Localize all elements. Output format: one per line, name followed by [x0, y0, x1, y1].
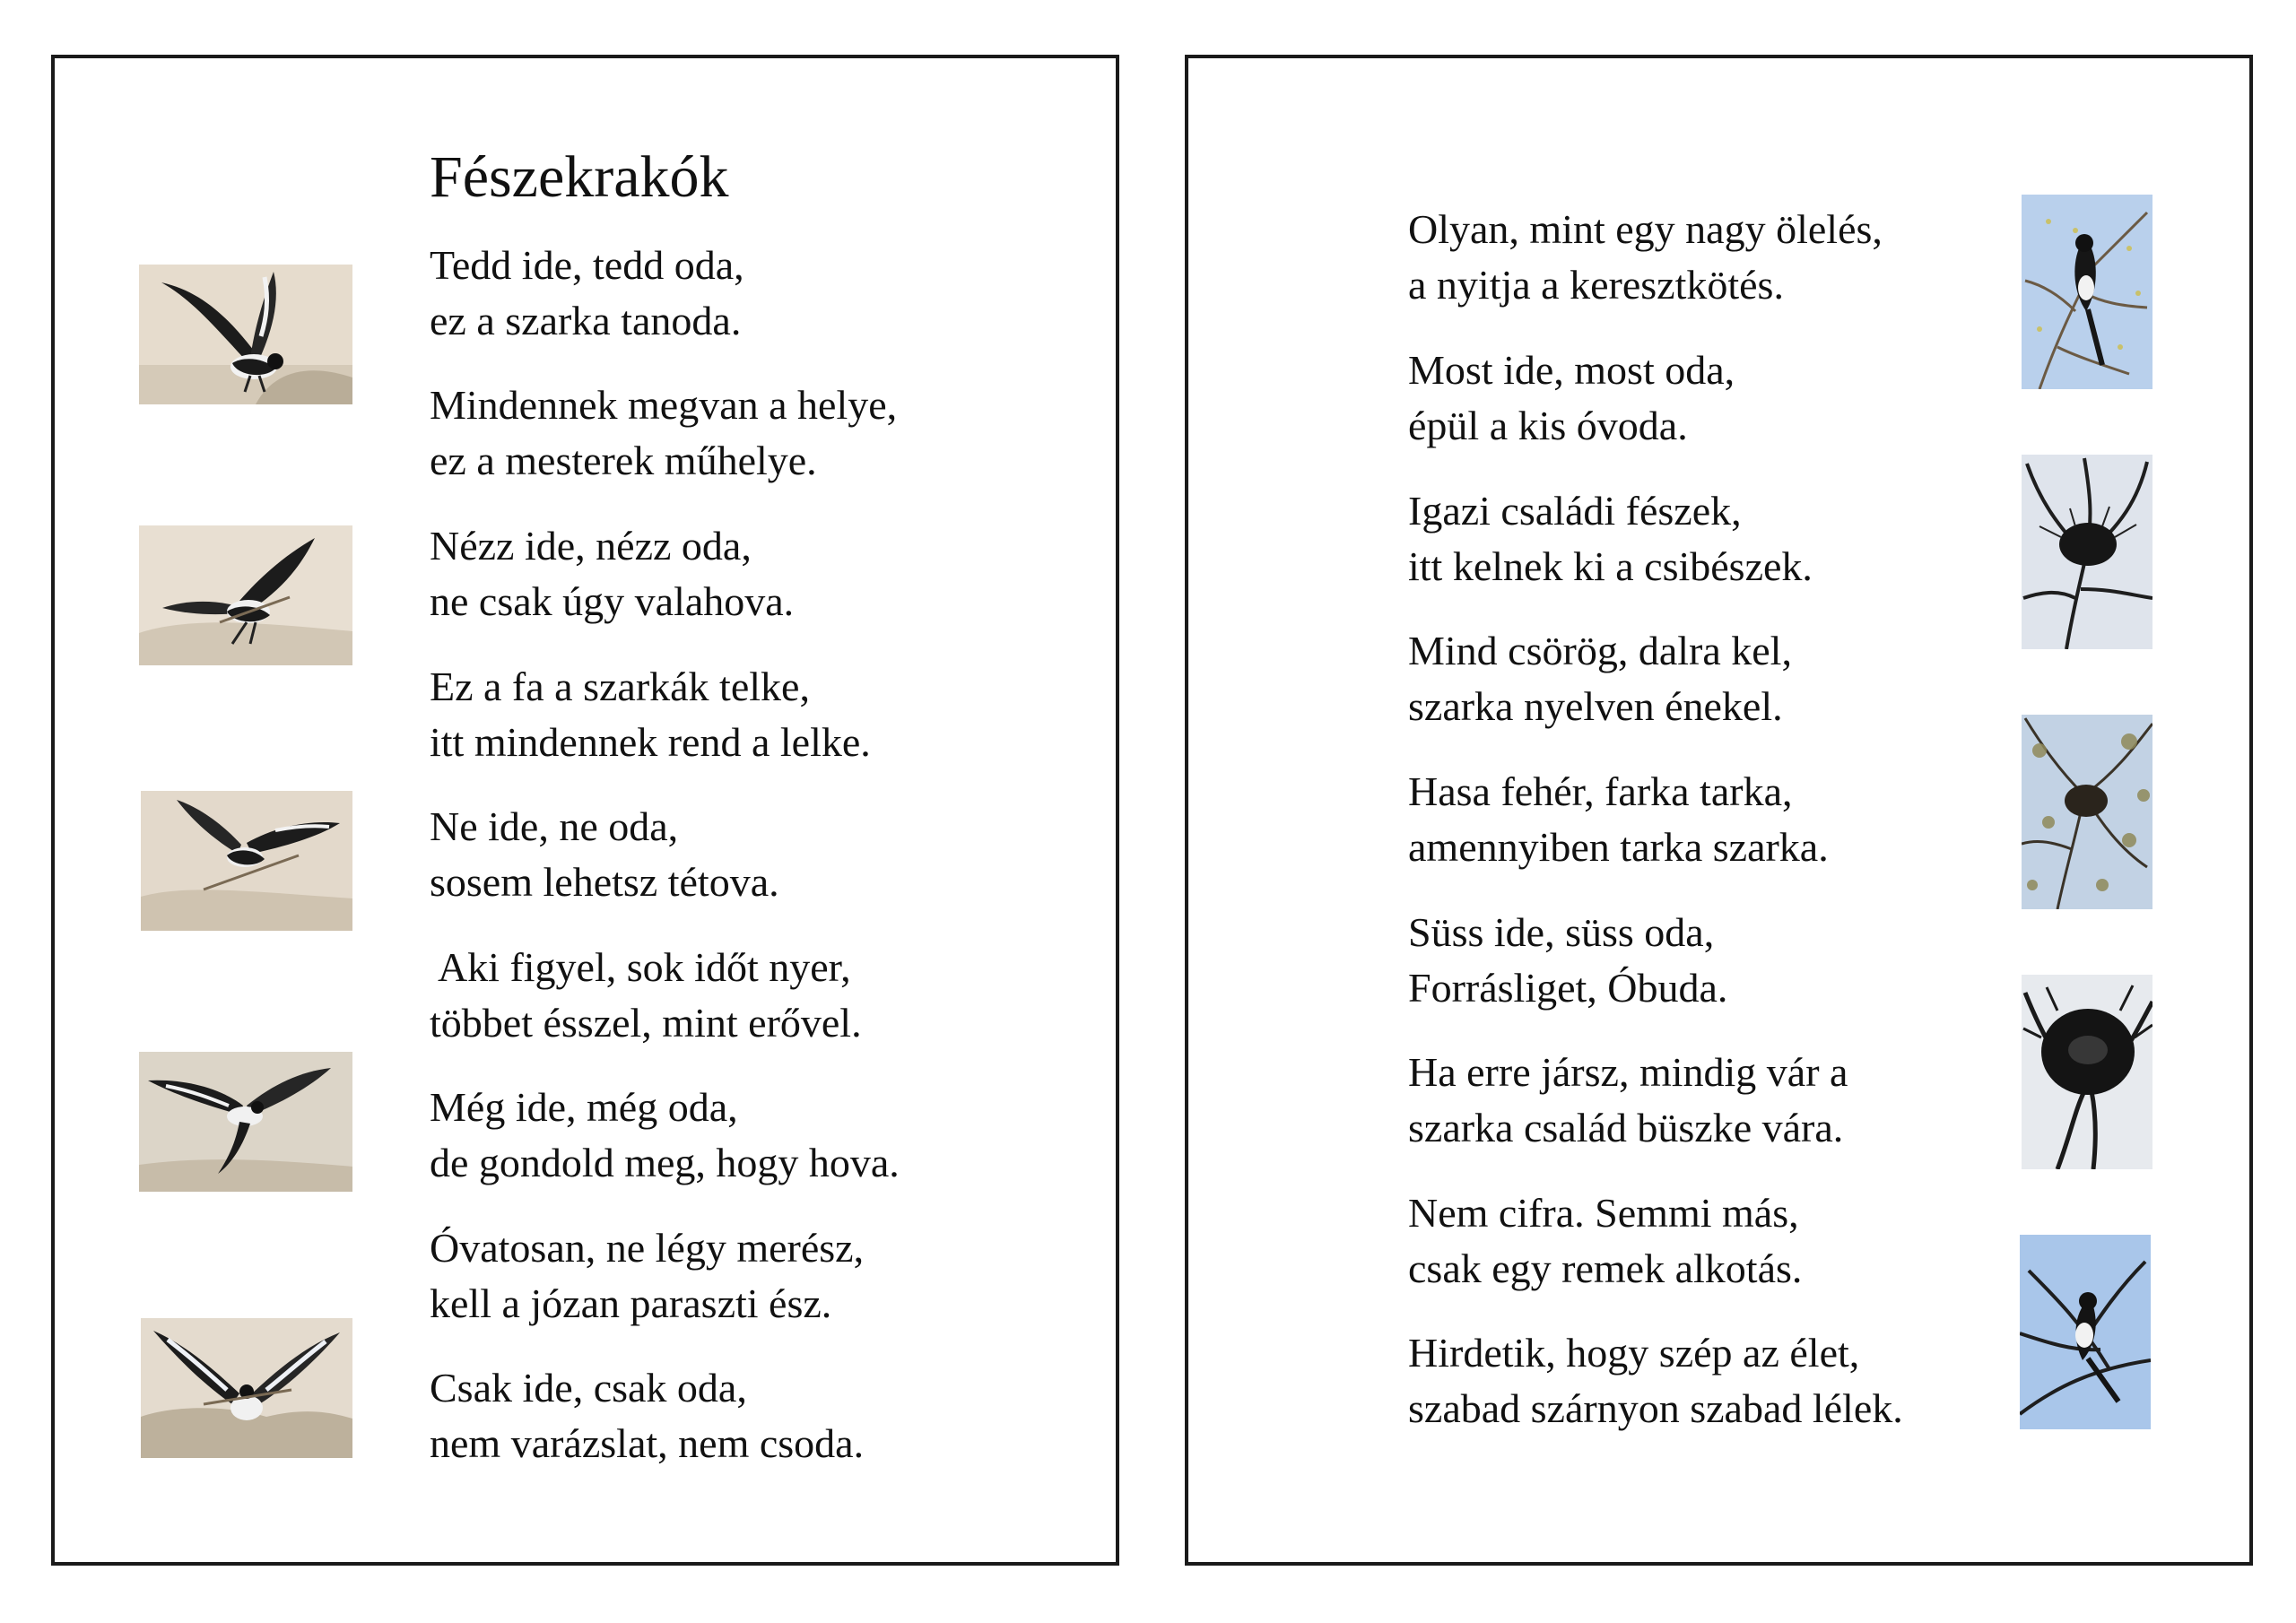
stanza-line: Óvatosan, ne légy merész, [430, 1225, 865, 1271]
stanza-1 [430, 238, 744, 349]
stanza-line: Hirdetik, hogy szép az élet, [1408, 1330, 1860, 1376]
stanza-18 [1408, 1325, 1903, 1436]
nest-in-bare-tree-photo [2022, 455, 2152, 649]
stanza-line: szarka család büszke vára. [1408, 1105, 1844, 1150]
stanza-8 [430, 1220, 864, 1332]
stanza-13 [1408, 623, 1792, 734]
large-nest-closeup-photo [2022, 975, 2152, 1169]
stanza-line: de gondold meg, hogy hova. [430, 1140, 900, 1185]
stanza-line: Ne ide, ne oda, [430, 803, 679, 849]
magpie-perched-on-branch-photo [2022, 195, 2152, 389]
stanza-line: Hasa fehér, farka tarka, [1408, 768, 1793, 814]
stanza-line: ez a mesterek műhelye. [430, 438, 817, 483]
stanza-line: Csak ide, csak oda, [430, 1365, 747, 1410]
stanza-4 [430, 659, 871, 770]
stanza-line: Mind csörög, dalra kel, [1408, 628, 1792, 673]
stanza-line: itt kelnek ki a csibészek. [1408, 543, 1813, 589]
stanza-line: sosem lehetsz tétova. [430, 859, 779, 905]
stanza-12 [1408, 483, 1813, 595]
stanza-line: Aki figyel, sok időt nyer, [430, 944, 851, 990]
stanza-line: épül a kis óvoda. [1408, 403, 1688, 448]
stanza-line: Mindennek megvan a helye, [430, 382, 898, 428]
stanza-line: Nézz ide, nézz oda, [430, 523, 752, 568]
stanza-6 [430, 940, 862, 1051]
stanza-line: ez a szarka tanoda. [430, 298, 742, 343]
stanza-11 [1408, 343, 1735, 454]
magpie-among-branches-photo [2020, 1235, 2151, 1429]
stanza-line: csak egy remek alkotás. [1408, 1245, 1803, 1291]
magpie-flying-photo [139, 1052, 352, 1192]
stanza-line: Olyan, mint egy nagy ölelés, [1408, 206, 1883, 252]
nest-in-leafy-tree-photo [2022, 715, 2152, 909]
stanza-16 [1408, 1045, 1848, 1156]
stanza-line: szabad szárnyon szabad lélek. [1408, 1385, 1903, 1431]
stanza-line: Tedd ide, tedd oda, [430, 242, 744, 288]
stanza-2 [430, 378, 897, 489]
stanza-line: ne csak úgy valahova. [430, 578, 795, 624]
magpie-carrying-twig-photo [139, 525, 352, 665]
stanza-line: Ez a fa a szarkák telke, [430, 664, 810, 709]
stanza-7 [430, 1080, 900, 1191]
stanza-14 [1408, 764, 1829, 875]
stanza-line: a nyitja a keresztkötés. [1408, 262, 1784, 308]
stanza-line: Forrásliget, Óbuda. [1408, 965, 1728, 1011]
stanza-line: nem varázslat, nem csoda. [430, 1420, 865, 1466]
stanza-10 [1408, 202, 1883, 313]
stanza-9 [430, 1360, 864, 1471]
left-page [51, 55, 1119, 1566]
stanza-5 [430, 799, 779, 910]
stanza-line: Nem cifra. Semmi más, [1408, 1190, 1799, 1236]
stanza-17 [1408, 1185, 1802, 1297]
magpie-landing-photo [139, 265, 352, 404]
poem-title: Fészekrakók [430, 144, 729, 210]
stanza-line: Igazi családi fészek, [1408, 488, 1742, 534]
right-page [1185, 55, 2253, 1566]
stanza-15 [1408, 905, 1727, 1016]
stanza-line: Ha erre jársz, mindig vár a [1408, 1049, 1848, 1095]
magpie-wings-up-photo [141, 1318, 352, 1458]
stanza-line: Most ide, most oda, [1408, 347, 1735, 393]
stanza-line: itt mindennek rend a lelke. [430, 719, 871, 765]
stanza-line: Süss ide, süss oda, [1408, 909, 1715, 955]
stanza-line: kell a józan paraszti ész. [430, 1280, 832, 1326]
magpie-spreading-wings-photo [141, 791, 352, 931]
stanza-line: Még ide, még oda, [430, 1084, 738, 1130]
stanza-line: szarka nyelven énekel. [1408, 683, 1783, 729]
stanza-3 [430, 518, 794, 629]
stanza-line: többet ésszel, mint erővel. [430, 1000, 862, 1046]
stanza-line: amennyiben tarka szarka. [1408, 824, 1829, 870]
